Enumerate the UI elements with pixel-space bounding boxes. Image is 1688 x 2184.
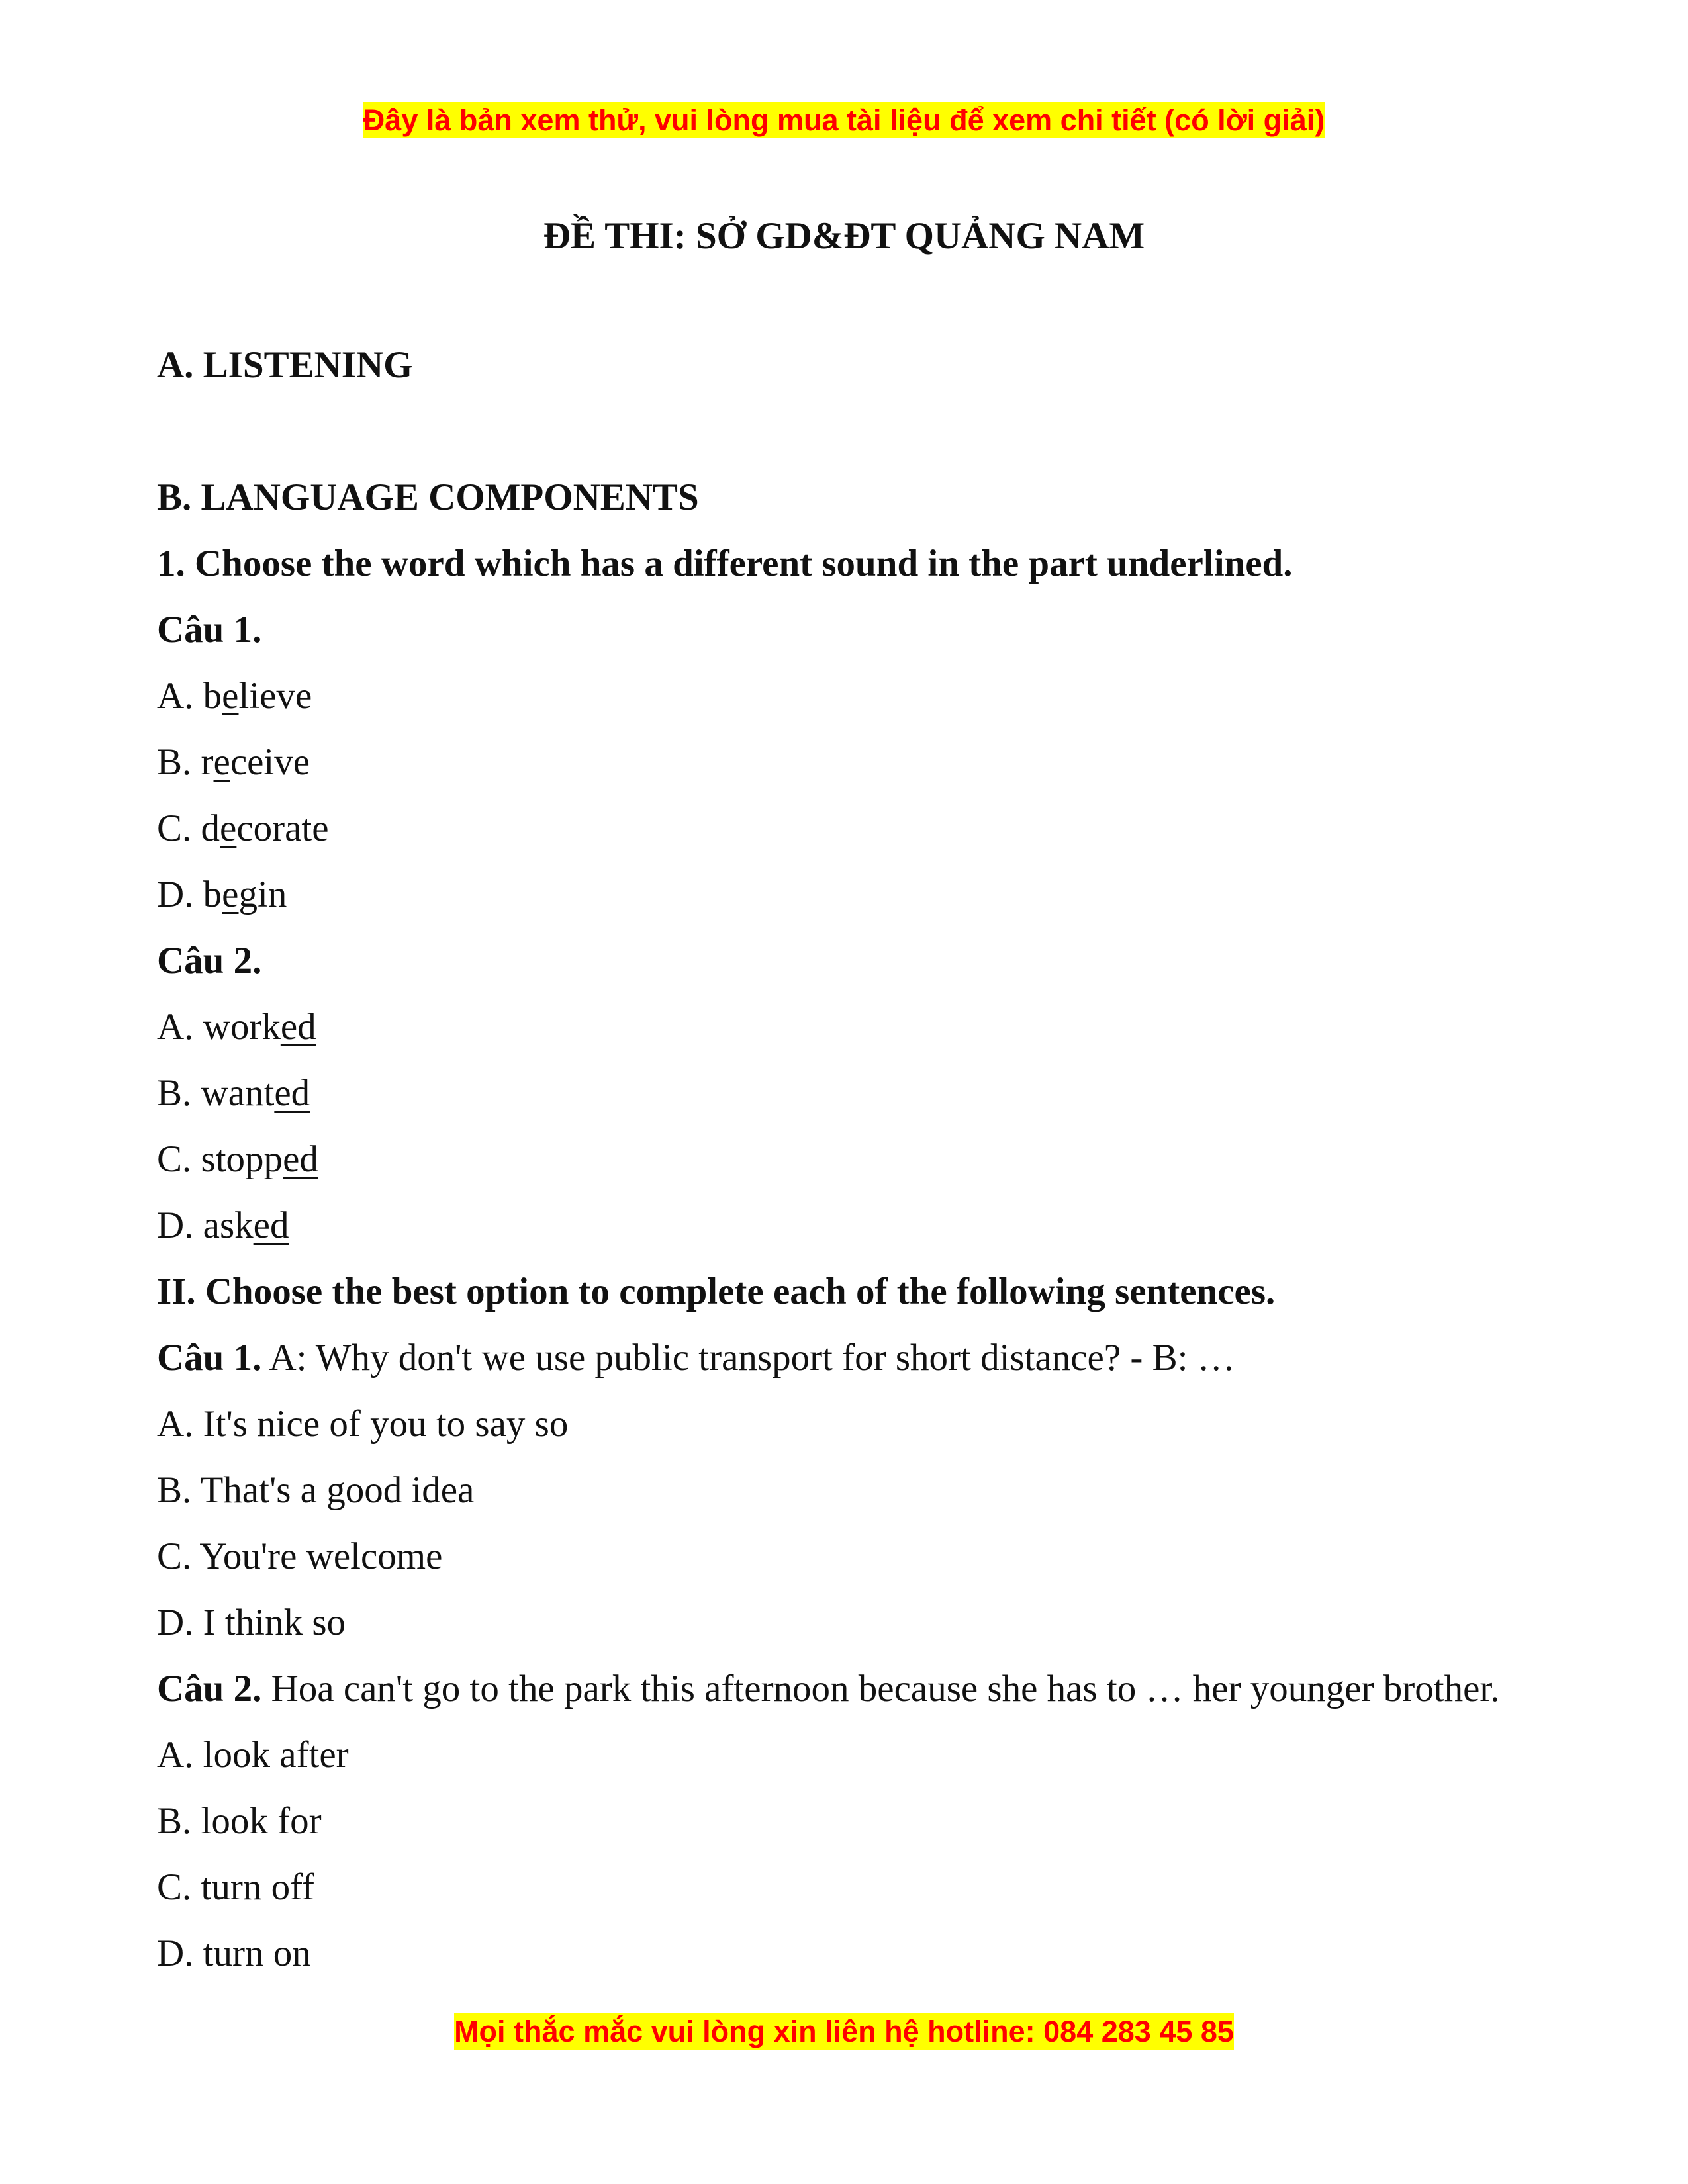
hotline-text: Mọi thắc mắc vui lòng xin liên hệ hotline: 084 283 45 85 — [454, 2015, 1234, 2048]
underlined-part: ed — [253, 1205, 289, 1246]
hotline-banner — [0, 2012, 1688, 2052]
option-item: A. believe — [157, 675, 312, 717]
option-item: C. You're welcome — [157, 1535, 443, 1577]
option-item: B. look for — [157, 1800, 322, 1842]
option-item: D. asked — [157, 1205, 289, 1246]
option-item: B. wanted — [157, 1072, 310, 1114]
section-a-heading: A. LISTENING — [157, 344, 413, 386]
underlined-part: ed — [274, 1072, 310, 1114]
part2-q1-question — [157, 1335, 1235, 1381]
part1-instruction: 1. Choose the word which has a different sound in the part underlined. — [157, 543, 1293, 584]
underlined-part: e — [220, 807, 237, 849]
underlined-part: ed — [280, 1006, 316, 1048]
option-item: B. That's a good idea — [157, 1469, 475, 1511]
option-item: B. receive — [157, 741, 310, 783]
option-item: C. stopped — [157, 1138, 318, 1180]
part1-q1-label: Câu 1. — [157, 609, 262, 651]
underlined-part: e — [213, 741, 230, 783]
question-text: A: Why don't we use public transport for short distance? - B: … — [261, 1337, 1235, 1379]
option-item: C. turn off — [157, 1866, 315, 1908]
underlined-part: e — [222, 675, 239, 717]
preview-notice-text: Đây là bản xem thử, vui lòng mua tài liệu để xem chi tiết (có lời giải) — [363, 103, 1325, 137]
option-item: D. I think so — [157, 1602, 346, 1643]
part1-q2-label: Câu 2. — [157, 940, 262, 981]
section-b-heading: B. LANGUAGE COMPONENTS — [157, 477, 699, 518]
page-title: ĐỀ THI: SỞ GD&ĐT QUẢNG NAM — [543, 215, 1145, 257]
part2-q2-question — [157, 1666, 1500, 1712]
part2-instruction: II. Choose the best option to complete each of the following sentences. — [157, 1271, 1276, 1312]
question-text: Hoa can't go to the park this afternoon because she has to … her younger brother. — [261, 1668, 1500, 1709]
preview-notice-banner — [0, 101, 1688, 140]
option-item: A. look after — [157, 1734, 349, 1776]
question-label: Câu 2. — [157, 1668, 262, 1709]
underlined-part: ed — [283, 1138, 318, 1180]
question-label: Câu 1. — [157, 1337, 262, 1379]
option-item: C. decorate — [157, 807, 329, 849]
option-item: D. turn on — [157, 1933, 311, 1974]
option-item: A. It's nice of you to say so — [157, 1403, 569, 1445]
option-item: A. worked — [157, 1006, 316, 1048]
underlined-part: e — [222, 874, 239, 915]
option-item: D. begin — [157, 874, 287, 915]
